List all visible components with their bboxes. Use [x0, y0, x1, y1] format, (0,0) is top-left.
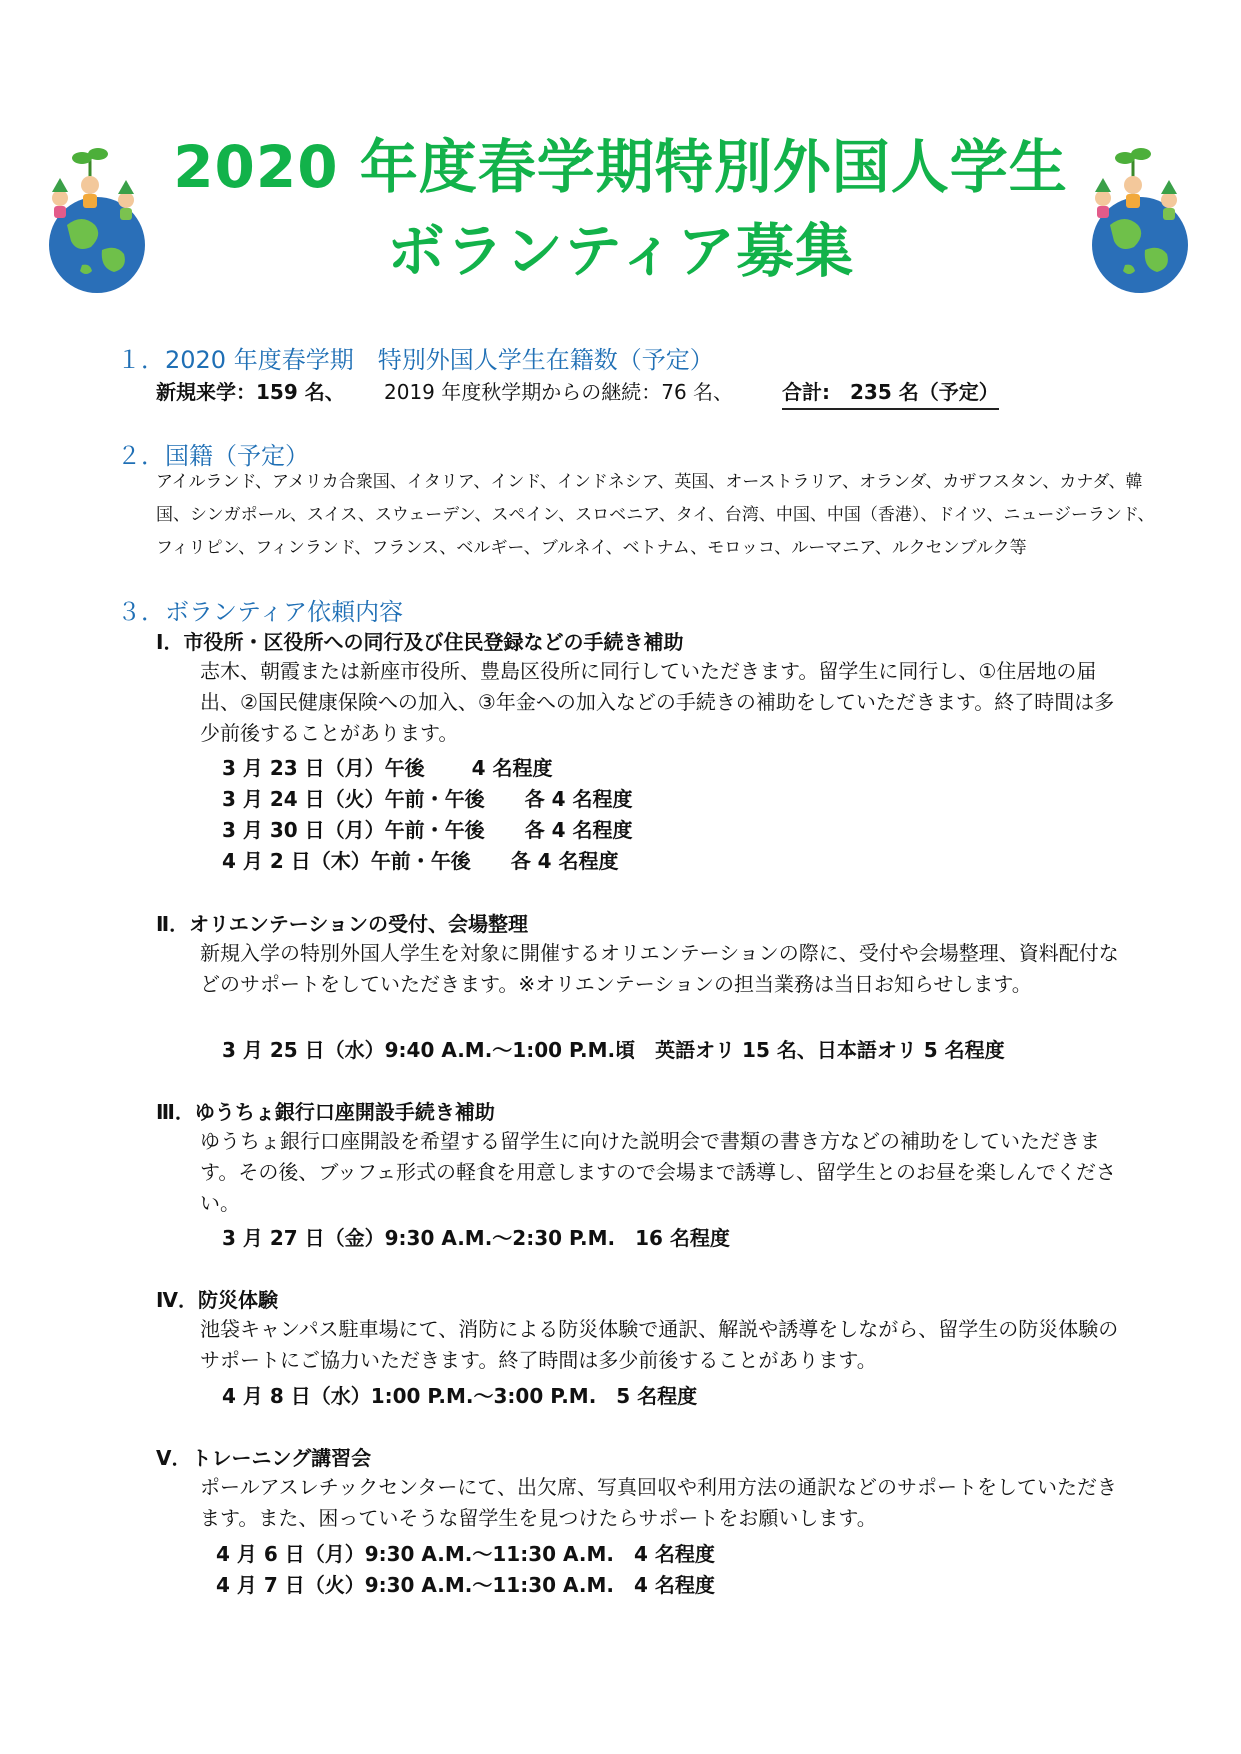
globe-kids-icon — [42, 140, 152, 300]
schedule-line: 4 月 2 日（木）午前・午後 各 4 名程度 — [222, 849, 619, 873]
schedule-line: 3 月 24 日（火）午前・午後 各 4 名程度 — [222, 787, 633, 811]
item-text-disaster-drill: 池袋キャンパス駐車場にて、消防による防災体験で通訳、解説や誘導をしながら、留学生の防災体験のサポートにご協力いただきます。終了時間は多少前後することがあります。 — [200, 1317, 1119, 1372]
item-title-bank-account: Ⅲ．ゆうちょ銀行口座開設手続き補助 — [156, 1100, 495, 1124]
section-heading-enrollment: １．2020 年度春学期 特別外国人学生在籍数（予定） — [117, 346, 714, 374]
schedule-line: 4 月 7 日（火）9:30 A.M.～11:30 A.M. 4 名程度 — [216, 1573, 715, 1597]
total-students-count: 合計: 235 名（予定） — [782, 380, 999, 410]
item-text-training: ポールアスレチックセンターにて、出欠席、写真回収や利用方法の通訳などのサポートをしていただきます。また、困っていそうな留学生を見つけたらサポートをお願いします。 — [200, 1475, 1117, 1530]
item-text-bank-account: ゆうちょ銀行口座開設を希望する留学生に向けた説明会で書類の書き方などの補助をしていただきます。その後、ブッフェ形式の軽食を用意しますので会場まで誘導し、留学生とのお昼を楽しんでください。 — [200, 1129, 1116, 1215]
item-title-orientation: Ⅱ．オリエンテーションの受付、会場整理 — [156, 912, 528, 936]
schedule-line: 3 月 30 日（月）午前・午後 各 4 名程度 — [222, 818, 633, 842]
item-title-city-office: Ⅰ．市役所・区役所への同行及び住民登録などの手続き補助 — [156, 630, 684, 654]
schedule-line: 3 月 23 日（月）午後 4 名程度 — [222, 756, 553, 780]
globe-kids-icon — [1085, 140, 1195, 300]
schedule-line: 3 月 25 日（水）9:40 A.M.～1:00 P.M.頃 英語オリ 15 名、日本語オリ 5 名程度 — [222, 1038, 1005, 1062]
new-students-count: 新規来学：159 名、 — [156, 380, 345, 404]
country-list: アイルランド、アメリカ合衆国、イタリア、インド、インドネシア、英国、オーストラリア、オランダ、カザフスタン、カナダ、韓国、シンガポール、スイス、スウェーデン、スペイン、スロベニア、タイ、台湾、中国、中国（香港）、ドイツ、ニュージーランド、フィリピン、フィンランド、フランス、ベルギー、ブルネイ、ベトナム、モロッコ、ルーマニア、ルクセンブルク等 — [156, 472, 1155, 558]
section-heading-nationality: ２．国籍（予定） — [117, 442, 309, 470]
item-title-disaster-drill: Ⅳ．防災体験 — [156, 1288, 278, 1312]
page-title-line1: 2020 年度春学期特別外国人学生 — [173, 133, 1068, 201]
schedule-line: 4 月 6 日（月）9:30 A.M.～11:30 A.M. 4 名程度 — [216, 1542, 715, 1566]
item-title-training: V．トレーニング講習会 — [156, 1446, 372, 1470]
schedule-line: 4 月 8 日（水）1:00 P.M.～3:00 P.M. 5 名程度 — [222, 1384, 698, 1408]
schedule-line: 3 月 27 日（金）9:30 A.M.～2:30 P.M. 16 名程度 — [222, 1226, 730, 1250]
continuing-students-count: 2019 年度秋学期からの継続：76 名、 — [384, 380, 734, 404]
item-text-orientation: 新規入学の特別外国人学生を対象に開催するオリエンテーションの際に、受付や会場整理、資料配付などのサポートをしていただきます。※オリエンテーションの担当業務は当日お知らせします。 — [200, 941, 1119, 996]
page-title-line2: ボランティア募集 — [386, 217, 855, 285]
item-text-city-office: 志木、朝霞または新座市役所、豊島区役所に同行していただきます。留学生に同行し、①住居地の届出、②国民健康保険への加入、③年金への加入などの手続きの補助をしていただきます。終了時間は多少前後することがあります。 — [200, 659, 1115, 745]
section-heading-volunteer: ３．ボランティア依頼内容 — [117, 598, 404, 626]
